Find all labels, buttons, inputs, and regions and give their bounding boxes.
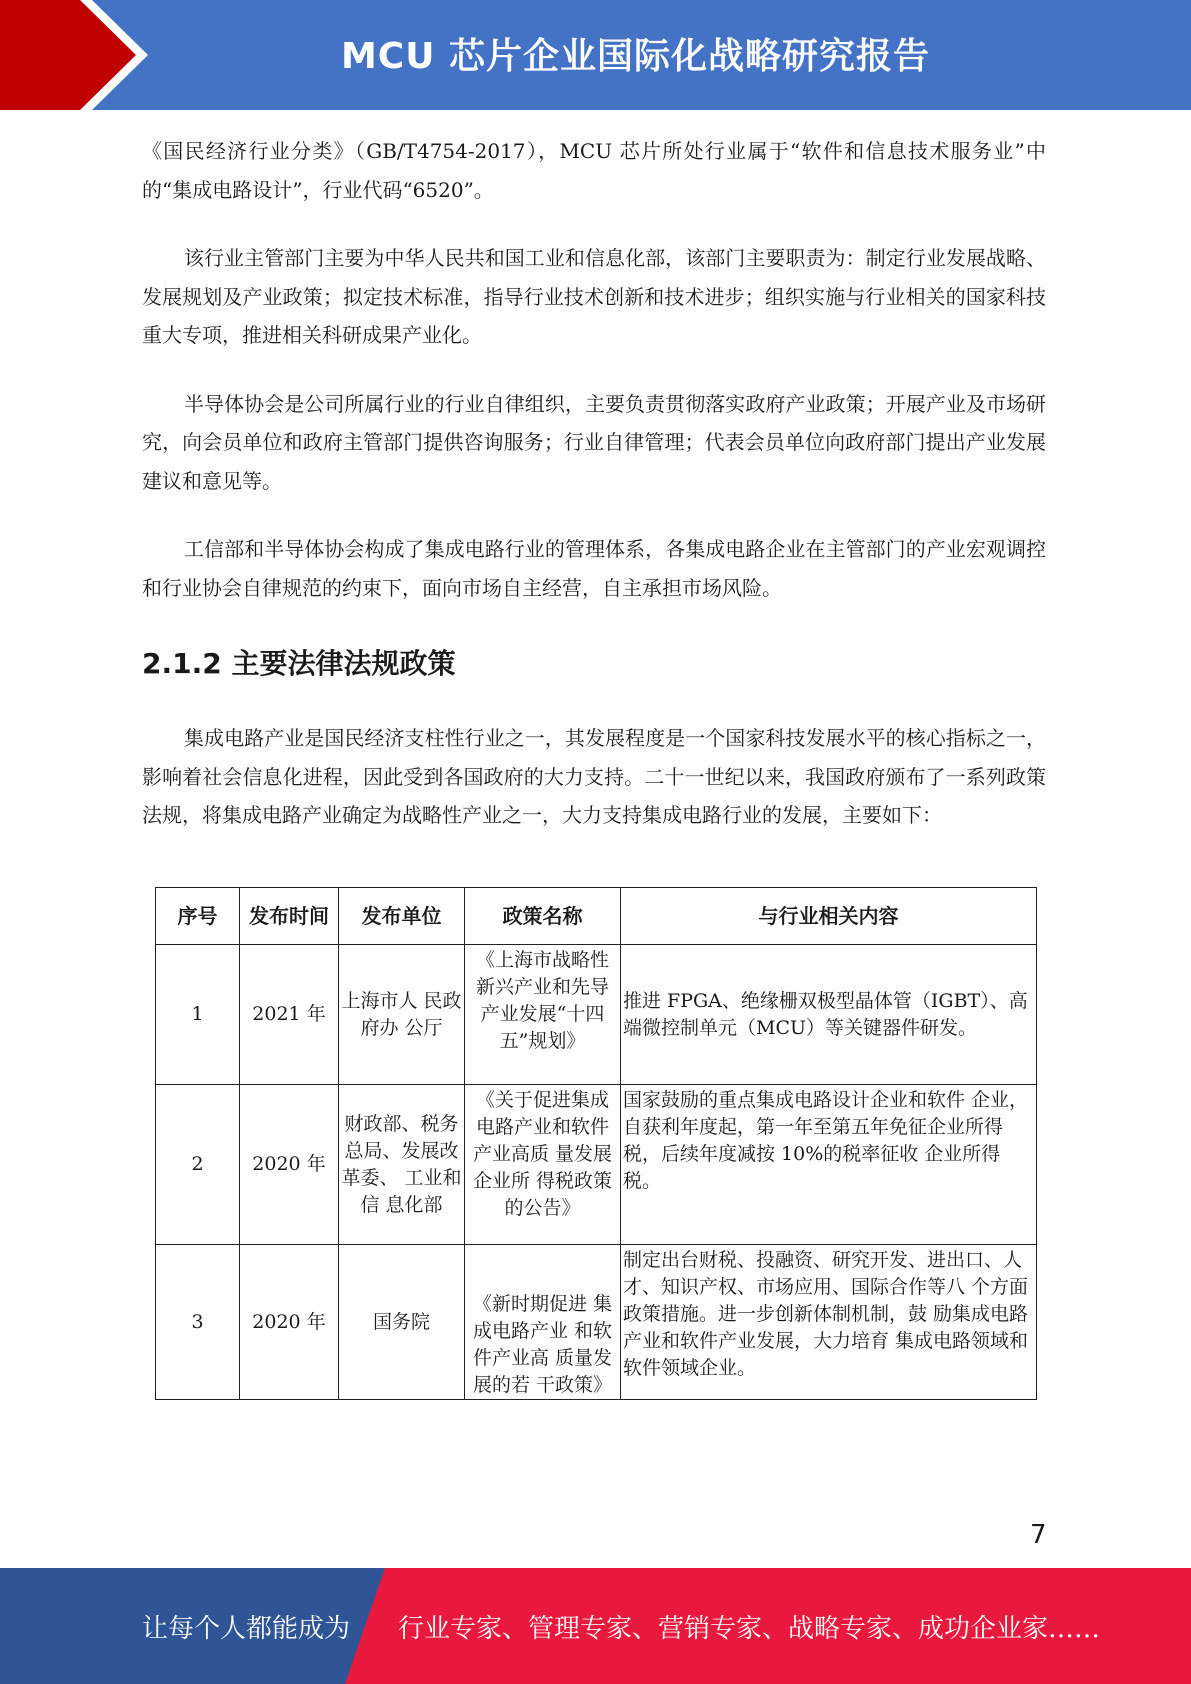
cell-no: 1: [156, 945, 240, 1085]
page-footer: [0, 1568, 1191, 1684]
cell-no: 2: [156, 1085, 240, 1245]
header-policy: 政策名称: [465, 888, 621, 945]
table-row: [156, 1245, 1037, 1400]
cell-policy: 《新时期促进 集成电路产业 和软件产业高 质量发展的若 干政策》: [465, 1245, 621, 1400]
header-date: 发布时间: [240, 888, 339, 945]
paragraph-industry-classification: 《国民经济行业分类》（GB/T4754-2017），MCU 芯片所处行业属于“软件和信息技术服务业”中的“集成电路设计”，行业代码“6520”。: [142, 139, 1046, 202]
paragraph-management-system: 工信部和半导体协会构成了集成电路行业的管理体系，各集成电路企业在主管部门的产业宏观调控和行业协会自律规范的约束下，面向市场自主经营，自主承担市场风险。: [142, 537, 1046, 600]
cell-content: 推进 FPGA、绝缘栅双极型晶体管（IGBT）、高端微控制单元（MCU）等关键器件研发。: [621, 945, 1037, 1085]
page-number: 7: [1030, 1520, 1047, 1550]
cell-content: 制定出台财税、投融资、研究开发、进出口、人才、知识产权、市场应用、国际合作等八 个方面政策措施。进一步创新体制机制，鼓 励集成电路产业和软件产业发展，大力培育 集成电路领域和软件领域企业。: [621, 1245, 1037, 1400]
policy-table: [155, 887, 1037, 1400]
section-intro: 集成电路产业是国民经济支柱性行业之一，其发展程度是一个国家科技发展水平的核心指标之一，影响着社会信息化进程，因此受到各国政府的大力支持。二十一世纪以来，我国政府颁布了一系列政策法规，将集成电路产业确定为战略性产业之一，大力支持集成电路行业的发展，主要如下：: [142, 726, 1046, 827]
cell-date: 2020 年: [240, 1085, 339, 1245]
header-content: 与行业相关内容: [621, 888, 1037, 945]
header-no: 序号: [156, 888, 240, 945]
cell-content: 国家鼓励的重点集成电路设计企业和软件 企业，自获利年度起，第一年至第五年免征企业所得税，后续年度减按 10%的税率征收 企业所得税。: [621, 1085, 1037, 1245]
footer-slogan-right: 行业专家、管理专家、营销专家、战略专家、成功企业家……: [398, 1614, 1101, 1644]
page-header: [0, 0, 1191, 110]
section-heading: 2.1.2 主要法律法规政策: [142, 647, 456, 680]
report-title: MCU 芯片企业国际化战略研究报告: [340, 36, 930, 77]
table-row: [156, 1085, 1037, 1245]
paragraph-association: 半导体协会是公司所属行业的行业自律组织，主要负责贯彻落实政府产业政策；开展产业及市场研究，向会员单位和政府主管部门提供咨询服务；行业自律管理；代表会员单位向政府部门提出产业发展建议和意见等。: [142, 391, 1046, 493]
cell-issuer: 国务院: [339, 1245, 465, 1400]
cell-policy: 《关于促进集成电路产业和软件产业高质 量发展企业所 得税政策的公告》: [465, 1085, 621, 1245]
table-header-row: [156, 888, 1037, 945]
cell-no: 3: [156, 1245, 240, 1400]
cell-date: 2021 年: [240, 945, 339, 1085]
paragraph-regulator: 该行业主管部门主要为中华人民共和国工业和信息化部，该部门主要职责为：制定行业发展战略、发展规划及产业政策；拟定技术标准，指导行业技术创新和技术进步；组织实施与行业相关的国家科技重大专项，推进相关科研成果产业化。: [142, 246, 1046, 347]
cell-date: 2020 年: [240, 1245, 339, 1400]
table-row: [156, 945, 1037, 1085]
footer-slogan-left: 让每个人都能成为: [142, 1614, 351, 1644]
cell-issuer: 上海市人 民政府办 公厅: [339, 945, 465, 1085]
document-body: [142, 132, 1046, 835]
cell-issuer: 财政部、税务总局、发展改革委、 工业和信 息化部: [339, 1085, 465, 1245]
header-issuer: 发布单位: [339, 888, 465, 945]
policy-table-wrapper: [155, 887, 1036, 1396]
cell-policy: 《上海市战略性新兴产业和先导产业发展“十四五”规划》: [465, 945, 621, 1085]
